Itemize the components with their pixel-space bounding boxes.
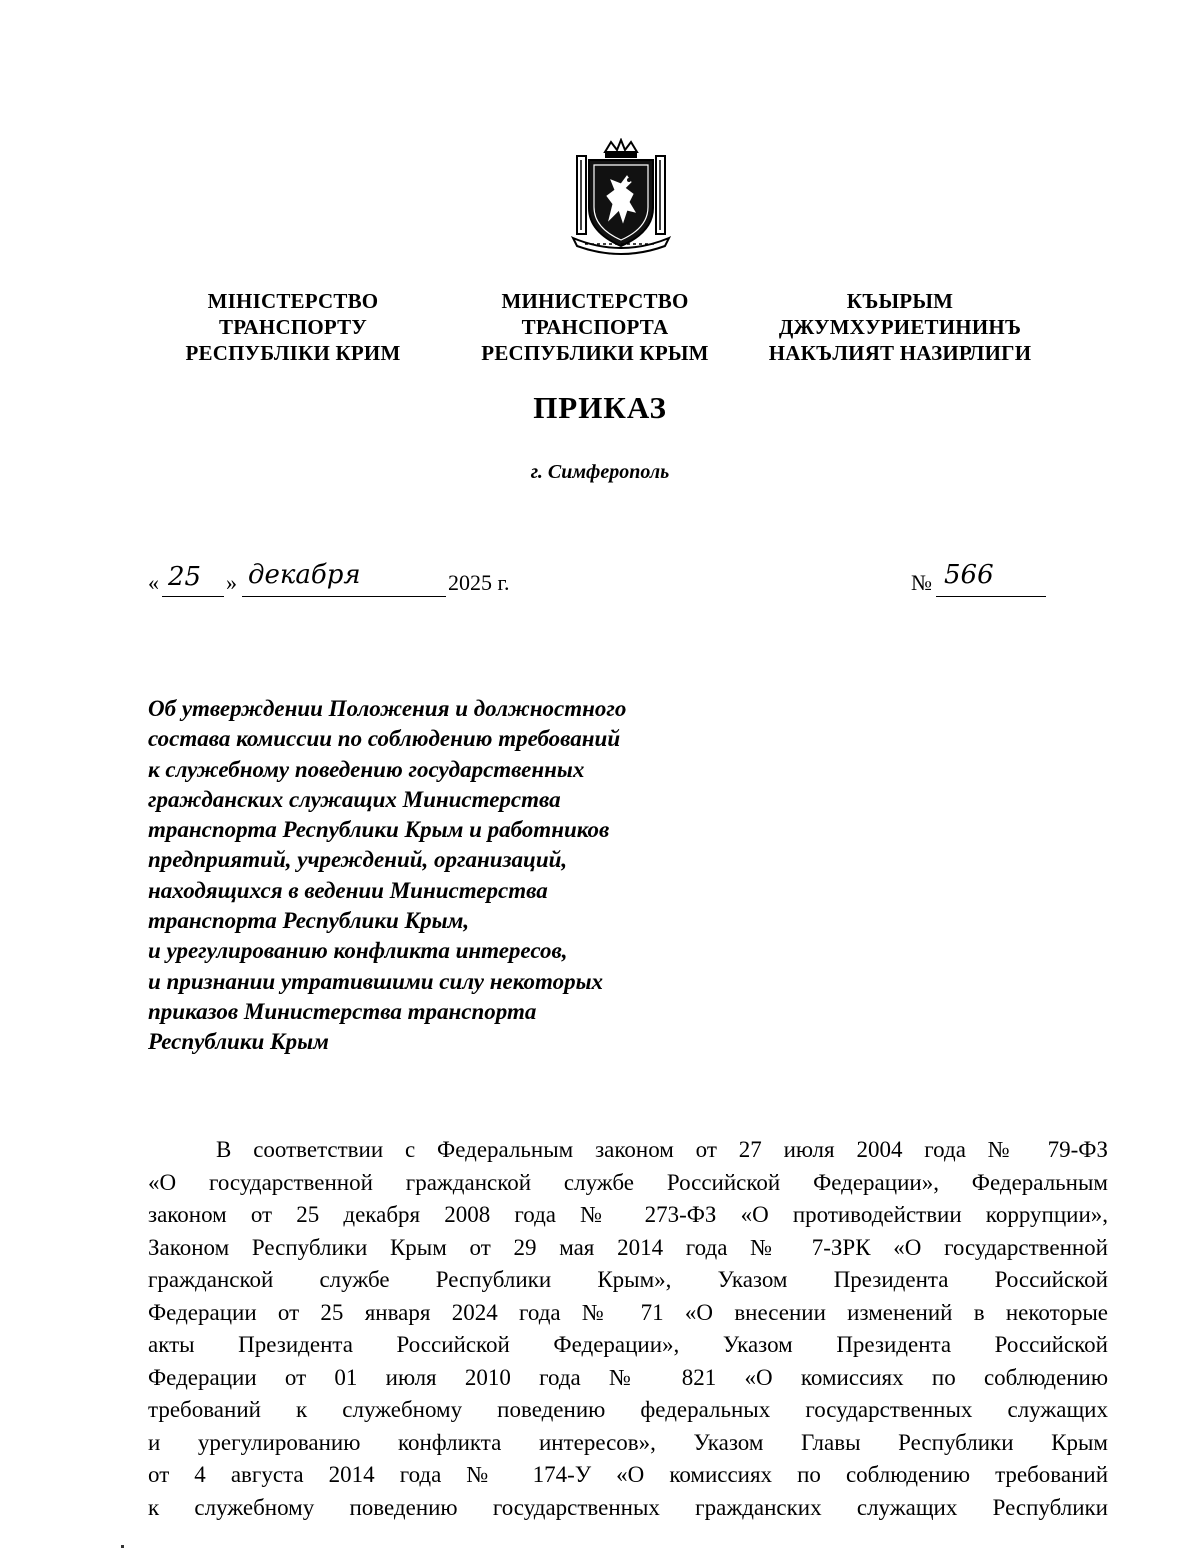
body-line: к служебному поведению государственных гражданских служащих Республики (148, 1494, 1108, 1520)
subject-line: и урегулированию конфликта интересов, (148, 938, 568, 964)
subject-line: находящихся в ведении Министерства (148, 877, 548, 903)
subject-line: и признании утратившими силу некоторых (148, 968, 604, 994)
subject-line: состава комиссии по соблюдению требований (148, 726, 621, 752)
subject-line: гражданских служащих Министерства (148, 786, 561, 812)
header-ukrainian-line-1: МІНІСТЕРСТВО (207, 289, 379, 313)
header-russian-line-3: РЕСПУБЛИКИ КРЫМ (481, 341, 709, 365)
date-month-underline (242, 596, 446, 597)
coat-of-arms-icon (565, 138, 677, 258)
date-number-line (148, 560, 1048, 606)
document-number: 566 (944, 560, 994, 590)
document-subject (148, 694, 788, 1058)
subject-line: предприятий, учреждений, организаций, (148, 847, 568, 873)
subject-line: транспорта Республики Крым и работников (148, 817, 610, 843)
subject-line: Об утверждении Положения и должностного (148, 696, 627, 721)
body-line: гражданской службе Республики Крым», Указом Президента Российской (148, 1267, 1108, 1292)
header-russian-line-2: ТРАНСПОРТА (521, 315, 669, 339)
date-month: декабря (248, 560, 361, 590)
date-open-quote: « (148, 570, 159, 595)
body-line: Федерации от 25 января 2024 года № 71 «О внесении изменений в некоторые (148, 1299, 1108, 1325)
document-title: ПРИКАЗ (533, 390, 667, 425)
body-line: Законом Республики Крым от 29 мая 2014 года № 7-ЗРК «О государственной (148, 1234, 1108, 1260)
body-line: «О государственной гражданской службе Российской Федерации», Федеральным (148, 1169, 1108, 1195)
scan-speck (121, 1545, 124, 1548)
header-crimean-tatar-line-2: ДЖУМХУРИЕТИНИНЪ (778, 315, 1022, 339)
header-russian (455, 288, 735, 366)
body-line: законом от 25 декабря 2008 года № 273-ФЗ «О противодействии коррупции», (148, 1202, 1108, 1227)
date-year: 2025 г. (448, 570, 510, 595)
body-paragraph (148, 1134, 1108, 1524)
header-ukrainian-line-3: РЕСПУБЛІКИ КРИМ (185, 341, 401, 365)
body-line: и урегулированию конфликта интересов», Указом Главы Республики Крым (148, 1429, 1108, 1455)
header-ukrainian (148, 288, 438, 366)
subject-line: приказов Министерства транспорта (148, 998, 537, 1024)
body-line: В соответствии с Федеральным законом от 27 июля 2004 года № 79-ФЗ (216, 1137, 1108, 1162)
number-label: № (911, 570, 932, 595)
header-crimean-tatar (745, 288, 1055, 366)
subject-line: транспорта Республики Крым, (148, 908, 470, 934)
body-line: Федерации от 01 июля 2010 года № 821 «О комиссиях по соблюдению (148, 1364, 1108, 1390)
ministry-header (0, 288, 1200, 378)
document-city: г. Симферополь (530, 461, 670, 483)
body-line: от 4 августа 2014 года № 174-У «О комиссиях по соблюдению требований (148, 1462, 1108, 1487)
subject-line: к служебному поведению государственных (148, 756, 585, 782)
header-russian-line-1: МИНИСТЕРСТВО (501, 289, 689, 313)
date-close-quote: » (226, 570, 237, 595)
date-day: 25 (168, 562, 202, 592)
number-underline (936, 596, 1046, 597)
subject-line: Республики Крым (148, 1029, 329, 1055)
body-line: акты Президента Российской Федерации», Указом Президента Российской (148, 1332, 1108, 1357)
header-ukrainian-line-2: ТРАНСПОРТУ (219, 315, 367, 339)
header-crimean-tatar-line-3: НАКЪЛИЯТ НАЗИРЛИГИ (768, 341, 1032, 365)
header-crimean-tatar-line-1: КЪЫРЫМ (846, 289, 954, 313)
date-day-underline (162, 596, 224, 597)
body-line: требований к служебному поведению федеральных государственных служащих (148, 1397, 1108, 1422)
